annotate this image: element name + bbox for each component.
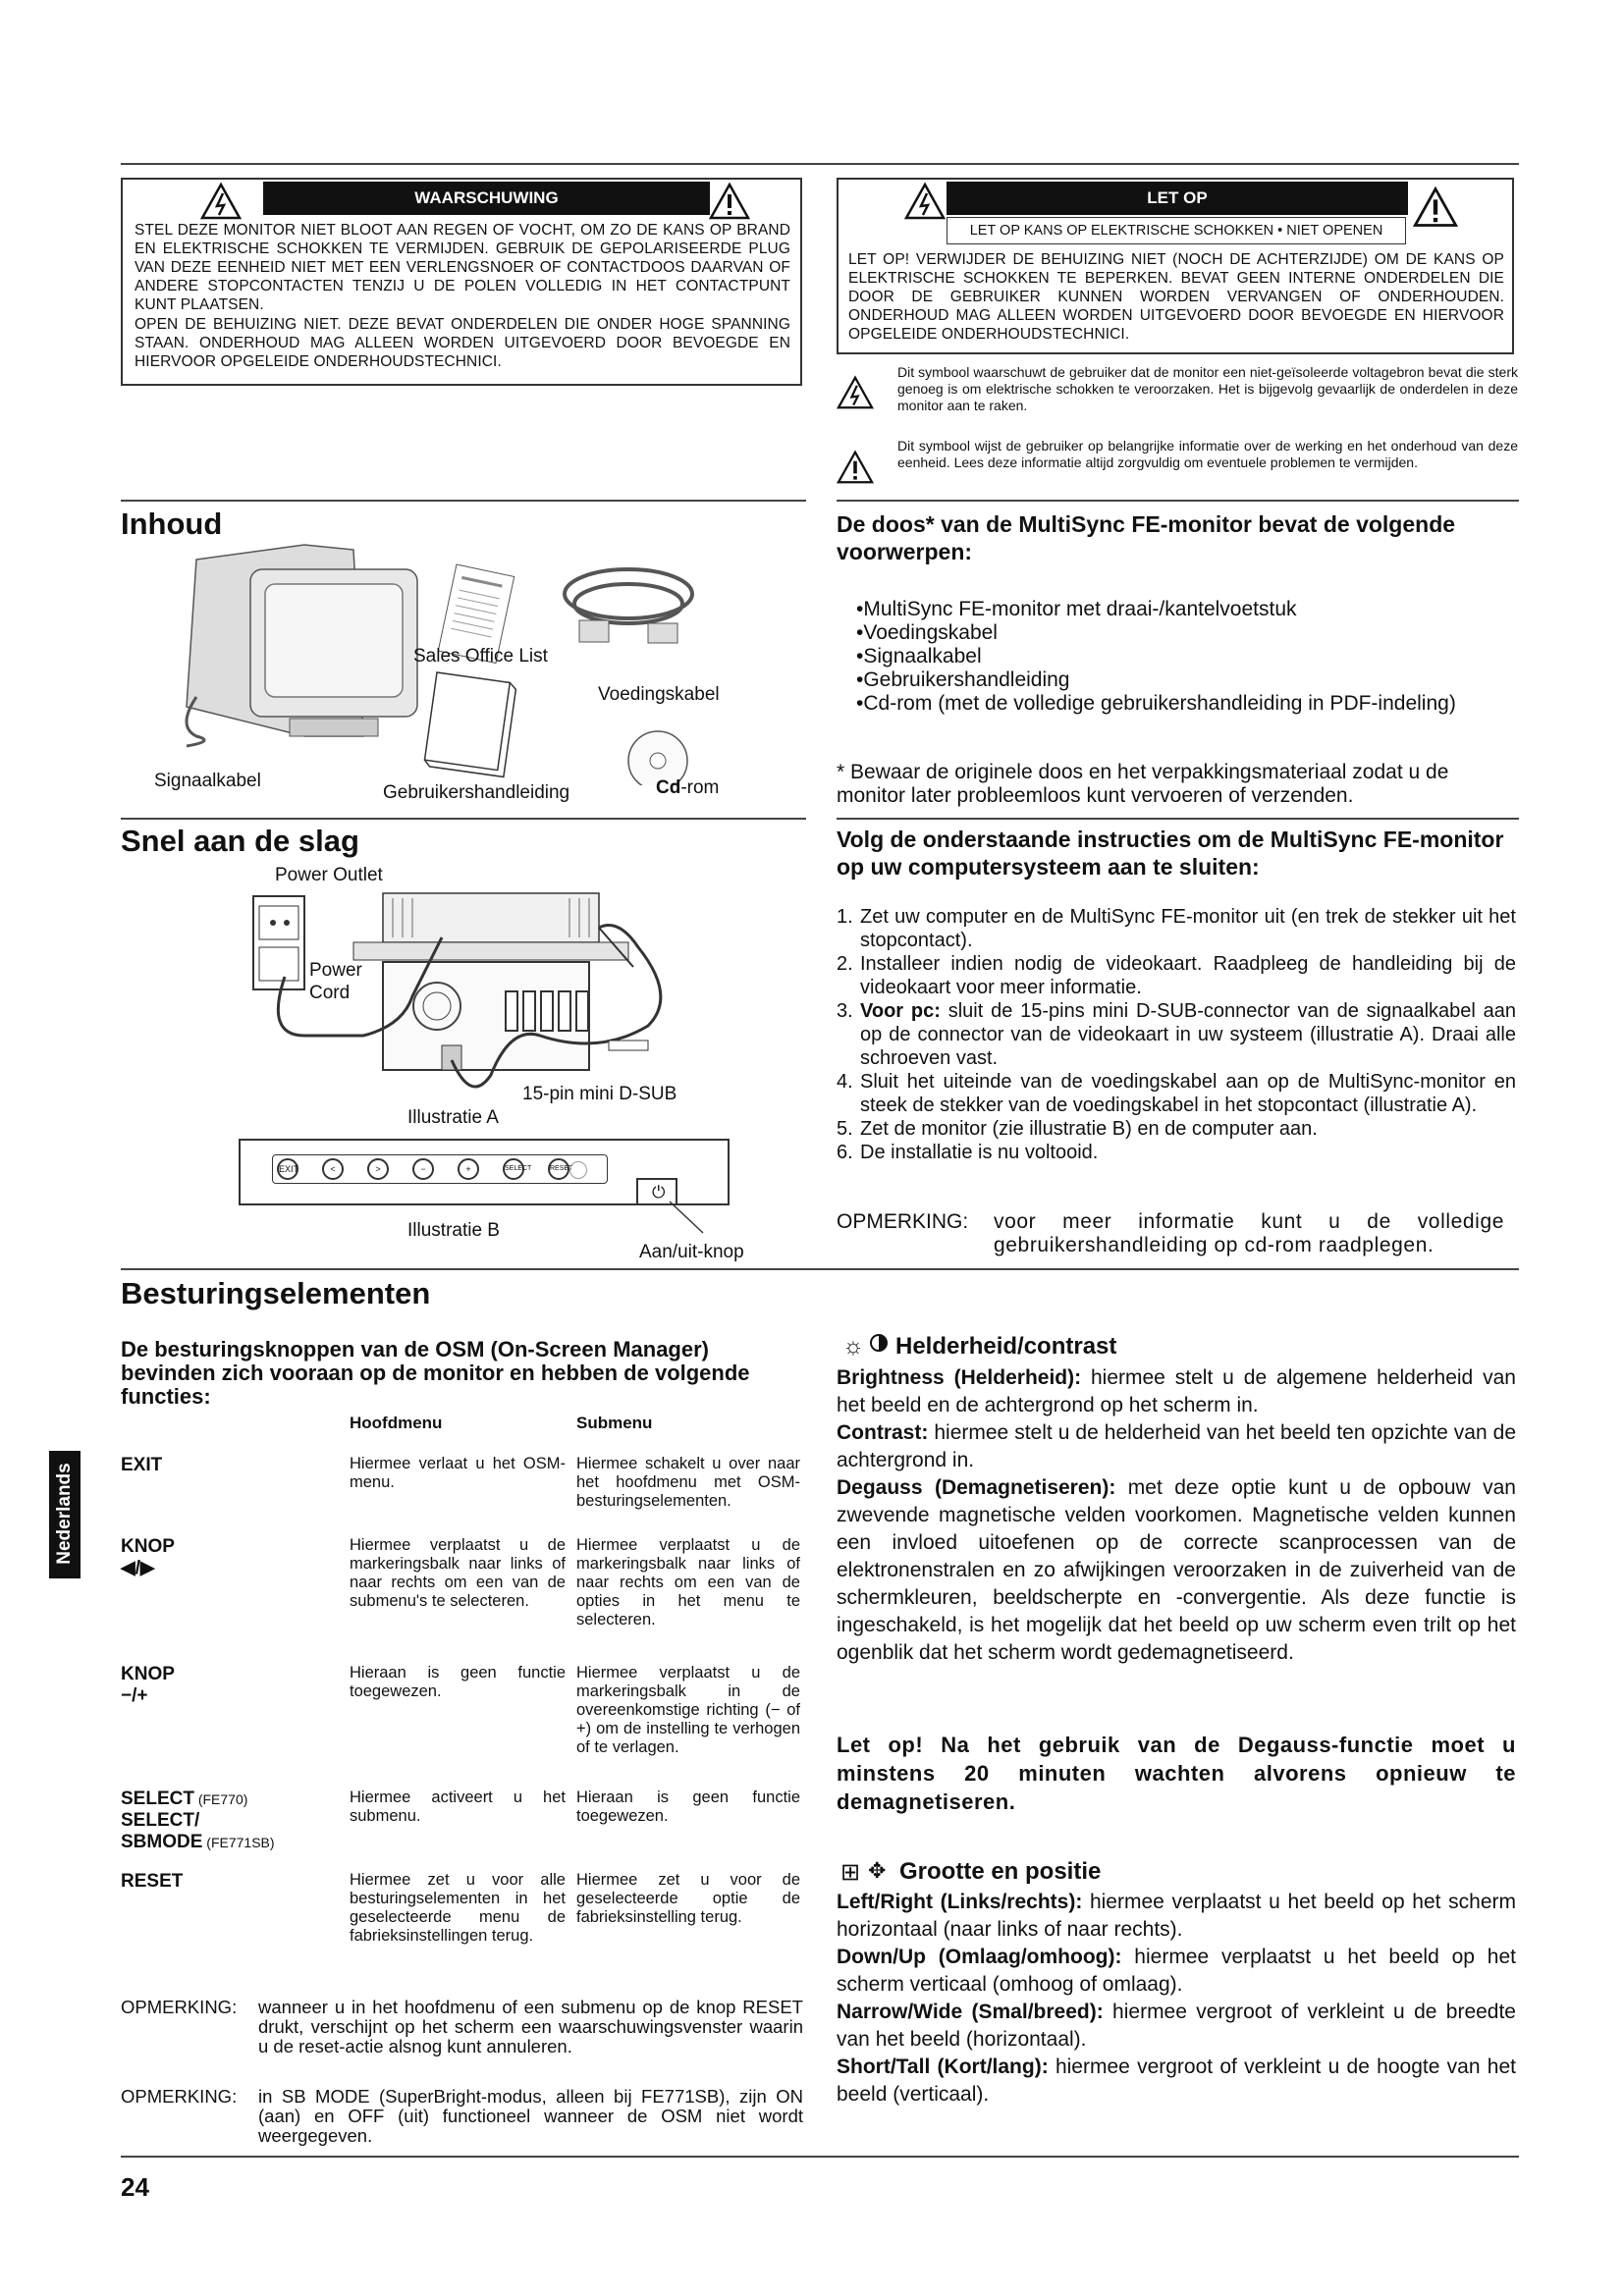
section-rule <box>837 818 1519 820</box>
step-number: 4. <box>837 1071 853 1093</box>
para-text: hiermee stelt u de algemene helderheid van het beeld en de achtergrond op het scherm in. <box>837 1366 1516 1416</box>
label-voedingskabel: Voedingskabel <box>598 684 720 705</box>
step-text: Installeer indien nodig de videokaart. Raadpleeg de handleiding bij de videokaart voor meer informatie. <box>860 953 1516 998</box>
list-item <box>837 999 1516 1070</box>
row-sub: Hieraan is geen functie toegewezen. <box>576 1789 800 1825</box>
label-cdrom-rom: -rom <box>680 777 720 798</box>
row-main: Hiermee zet u voor alle besturingselementen in het geselecteerde menu de fabrieksinstellingen terug. <box>350 1871 566 1945</box>
move-arrows-icon: ✥ <box>868 1858 887 1883</box>
paragraph <box>837 1474 1516 1667</box>
instructions-heading: Volg de onderstaande instructies om de MultiSync FE-monitor op uw computersysteem aan te sluiten: <box>837 827 1504 880</box>
para-bold: Brightness (Helderheid): <box>837 1366 1082 1389</box>
label-cdrom-cd: Cd <box>656 777 681 798</box>
col-header-hoofdmenu: Hoofdmenu <box>350 1414 443 1432</box>
list-item: •Voedingskabel <box>856 621 998 644</box>
list-item <box>837 1141 1516 1164</box>
row-name <box>121 1536 175 1579</box>
page-number: 24 <box>121 2172 149 2202</box>
contrast-icon <box>870 1334 888 1352</box>
warning-triangle-icon <box>199 182 243 221</box>
osm-left-button[interactable]: < <box>322 1158 344 1180</box>
note-text: wanneer u in het hoofdmenu of een submenu op de knop RESET drukt, verschijnt op het scherm een waarschuwingsvenster waarin u de reset-actie alsnog kunt annuleren. <box>258 1997 803 2056</box>
paragraph <box>837 1999 1516 2054</box>
letop-degauss: Let op! Na het gebruik van de Degauss-functie moet u minstens 20 minuten wachten alvorens opnieuw te demagnetiseren. <box>837 1733 1516 1814</box>
para-bold: Contrast: <box>837 1421 929 1444</box>
row-name-1: KNOP <box>121 1664 175 1684</box>
warning-triangle-icon <box>836 450 875 485</box>
row-name-2: SELECT/ <box>121 1810 200 1831</box>
row-name-2: ◀/▶ <box>121 1558 155 1578</box>
osm-reset-button[interactable]: RESET <box>548 1158 569 1180</box>
step-number: 6. <box>837 1142 853 1163</box>
side-tab-label: Nederlands <box>54 1463 75 1565</box>
para-bold: Down/Up (Omlaag/omhoog): <box>837 1946 1122 1968</box>
list-item: •Signaalkabel <box>856 645 982 667</box>
step-number: 2. <box>837 953 853 975</box>
label-sales-office-list: Sales Office List <box>413 646 548 667</box>
row-main: Hiermee activeert u het submenu. <box>350 1789 566 1825</box>
box-contents-list <box>856 598 1504 716</box>
col-header-submenu: Submenu <box>576 1414 653 1432</box>
controls-note-2 <box>121 2087 803 2146</box>
list-item: •MultiSync FE-monitor met draai-/kantelvoetstuk <box>856 598 1297 620</box>
list-item: •Cd-rom (met de volledige gebruikershandleiding in PDF-indeling) <box>856 692 1456 715</box>
section-rule <box>121 1268 1519 1270</box>
step-text: Zet uw computer en de MultiSync FE-monitor uit (en trek de stekker uit het stopcontact). <box>860 906 1516 951</box>
section-heading-inhoud: Inhoud <box>121 507 223 541</box>
list-item <box>837 1070 1516 1117</box>
label-dsub: 15-pin mini D-SUB <box>522 1084 677 1104</box>
row-model: (FE770) <box>193 1791 248 1807</box>
panel-top-line <box>239 1139 730 1141</box>
step-text: Zet de monitor (zie illustratie B) en de computer aan. <box>860 1118 1318 1140</box>
para-text: hiermee vergroot of verkleint u de hoogte van het beeld (verticaal). <box>837 2056 1516 2106</box>
box-contents-heading: De doos* van de MultiSync FE-monitor bevat de volgende voorwerpen: <box>837 511 1456 564</box>
list-item <box>837 905 1516 952</box>
step-text: sluit de 15-pins mini D-SUB-connector van de signaalkabel aan op de connector van de videokaart in uw systeem (illustratie A). Draai alle schroeven vast. <box>860 1000 1516 1069</box>
label-illustratie-a: Illustratie A <box>407 1107 499 1128</box>
row-name-1: KNOP <box>121 1536 175 1557</box>
row-name-2: −/+ <box>121 1685 148 1706</box>
instruction-steps <box>837 905 1516 1164</box>
para-bold: Narrow/Wide (Smal/breed): <box>837 2001 1104 2023</box>
paragraph <box>837 2054 1516 2109</box>
osm-exit-button[interactable]: EXIT <box>277 1158 298 1180</box>
box-footnote: * Bewaar de originele doos en het verpakkingsmateriaal zodat u de monitor later probleemloos kunt vervoeren of verzenden. <box>837 761 1449 807</box>
osm-minus-button[interactable]: − <box>412 1158 434 1180</box>
osm-right-button[interactable]: > <box>367 1158 389 1180</box>
step-text: Sluit het uiteinde van de voedingskabel aan op de MultiSync-monitor en steek de stekker van de voedingskabel in het stopcontact (illustratie A). <box>860 1071 1516 1116</box>
paragraph <box>837 1364 1516 1419</box>
power-icon[interactable]: ⏻ <box>652 1183 666 1201</box>
row-name-3: SBMODE <box>121 1832 203 1852</box>
controls-intro: De besturingsknoppen van de OSM (On-Screen Manager) bevinden zich vooraan op de monitor en hebben de volgende functies: <box>121 1337 750 1409</box>
row-sub: Hiermee zet u voor de geselecteerde optie de fabrieksinstelling terug. <box>576 1871 800 1926</box>
row-name-1: SELECT <box>121 1789 194 1809</box>
row-sub: Hiermee schakelt u over naar het hoofdmenu met OSM-besturingselementen. <box>576 1455 800 1510</box>
label-illustratie-b: Illustratie B <box>407 1220 500 1241</box>
electric-shock-triangle-icon <box>836 375 875 410</box>
footer-rule <box>121 2156 1519 2158</box>
warning-triangle-icon <box>708 182 751 221</box>
size-position-icon: ⊞ <box>840 1859 861 1886</box>
caution-text: LET OP! VERWIJDER DE BEHUIZING NIET (NOCH DE ACHTERZIJDE) OM DE KANS OP ELEKTRISCHE SCHOKKEN TE BEPERKEN. BEVAT GEEN INTERNE ONDERDELEN DIE DOOR DE GEBRUIKER KUNNEN WORDEN VERVANGEN OF ONDERHOUDEN. ONDERHOUD MAG ALLEEN WORDEN UITGEVOERD DOOR BEVOEGDE EN HIERVOOR OPGELEIDE ONDERHOUDSTECHNICI. <box>848 251 1504 343</box>
row-main: Hiermee verplaatst u de markeringsbalk naar links of naar rechts om een van de submenu's te selecteren. <box>350 1536 566 1610</box>
label-gebruikershandleiding: Gebruikershandleiding <box>383 782 570 803</box>
helderheid-paragraphs <box>837 1364 1516 1667</box>
section-rule <box>121 818 806 820</box>
para-bold: Degauss (Demagnetiseren): <box>837 1476 1116 1499</box>
row-name <box>121 1664 175 1707</box>
caution-box-right <box>837 178 1514 354</box>
note-text: in SB MODE (SuperBright-modus, alleen bij FE771SB), zijn ON (aan) en OFF (uit) functioneel wanneer de OSM niet wordt weergegeven. <box>258 2086 803 2146</box>
row-sub: Hiermee verplaatst u de markeringsbalk naar links of naar rechts om een van de opties in het menu te selecteren. <box>576 1536 800 1629</box>
label-cord: Cord <box>309 983 351 1003</box>
paragraph <box>837 1889 1516 1944</box>
paragraph <box>837 1944 1516 1999</box>
section-rule <box>837 500 1519 502</box>
heading-grootte: Grootte en positie <box>899 1858 1102 1885</box>
row-name: EXIT <box>121 1455 163 1475</box>
row-main: Hiermee verlaat u het OSM-menu. <box>350 1455 566 1491</box>
step-text: De installatie is nu voltooid. <box>860 1142 1099 1163</box>
warning-box-left <box>121 178 802 386</box>
para-text: met deze optie kunt u de opbouw van zwevende magnetische velden voorkomen. Magnetische velden kunnen een invloed uitoefenen op de correcte scanprocessen van de elektronenstralen en zo afwijkingen veroorzaken in de zuiverheid van de schermkleuren, beeldscherpte en -convergentie. Als deze functie is ingeschakeld, is het mogelijk dat het beeld op uw scherm even trilt op het ogenblik dat het scherm wordt gedemagnetiseerd. <box>837 1476 1516 1664</box>
list-item <box>837 952 1516 999</box>
para-text: hiermee verplaatst u het beeld op het scherm horizontaal (naar links of naar rechts). <box>837 1891 1516 1941</box>
label-power: Power <box>309 960 362 981</box>
caution-title: LET OP <box>947 182 1408 215</box>
grootte-paragraphs <box>837 1889 1516 2109</box>
heading-helderheid: Helderheid/contrast <box>895 1333 1117 1360</box>
indicator-led <box>569 1161 587 1179</box>
section-heading-besturing: Besturingselementen <box>121 1276 431 1310</box>
list-item <box>837 1117 1516 1141</box>
label-power-outlet: Power Outlet <box>275 865 383 885</box>
row-name <box>121 1789 275 1853</box>
section-rule <box>121 500 806 502</box>
symbol-note-1: Dit symbool waarschuwt de gebruiker dat de monitor een niet-geïsoleerde voltagebron bevat die sterk genoeg is om elektrische schokken te veroorzaken. Het is bijgevolg gevaarlijk de onderdelen in deze monitor aan te raken. <box>897 364 1518 413</box>
label-aan-uit-knop: Aan/uit-knop <box>639 1242 744 1262</box>
para-text: hiermee stelt u de helderheid van het beeld ten opzichte van de achtergrond in. <box>837 1421 1516 1471</box>
warning-text-2: OPEN DE BEHUIZING NIET. DEZE BEVAT ONDERDELEN DIE ONDER HOGE SPANNING STAAN. ONDERHOUD MAG ALLEEN WORDEN UITGEVOERD DOOR BEVOEGDE EN HIERVOOR OPGELEIDE ONDERHOUDSTECHNICI. <box>135 316 790 370</box>
row-model: (FE771SB) <box>202 1835 275 1850</box>
label-signaalkabel: Signaalkabel <box>154 771 261 791</box>
step-number: 3. <box>837 1000 853 1022</box>
osm-select-button[interactable]: SELECT <box>503 1158 524 1180</box>
note-text: voor meer informatie kunt u de volledige gebruikershandleiding op cd-rom raadplegen. <box>994 1210 1504 1256</box>
language-side-tab <box>49 1451 81 1578</box>
caution-subtitle: LET OP KANS OP ELEKTRISCHE SCHOKKEN • NIET OPENEN <box>947 217 1406 244</box>
step-number: 1. <box>837 906 853 928</box>
electric-shock-triangle-icon <box>903 182 947 221</box>
step-number: 5. <box>837 1118 853 1140</box>
top-rule <box>121 163 1519 165</box>
symbol-note-2: Dit symbool wijst de gebruiker op belangrijke informatie over de werking en het onderhoud van deze eenheid. Lees deze informatie altijd zorgvuldig om eventuele problemen te vermijden. <box>897 438 1518 470</box>
controls-note-1 <box>121 1998 803 2056</box>
row-name: RESET <box>121 1871 184 1892</box>
section-heading-snel: Snel aan de slag <box>121 824 359 858</box>
warning-text: STEL DEZE MONITOR NIET BLOOT AAN REGEN OF VOCHT, OM ZO DE KANS OP BRAND EN ELEKTRISCHE SCHOKKEN TE VERMIJDEN. GEBRUIK DE GEPOLARISEERDE PLUG VAN DEZE EENHEID NIET MET EEN VERLENGSNOER OF CONTACTDOOS DAARVAN OF ANDERE STOPCONTACTEN TENZIJ U DE POLEN VOLLEDIG IN HET CONTACTPUNT KUNT PLAATSEN. <box>135 222 790 313</box>
brightness-icon: ☼ <box>842 1333 864 1360</box>
label-cdrom <box>656 777 719 799</box>
note-label: OPMERKING: <box>121 2086 238 2107</box>
warning-title: WAARSCHUWING <box>263 182 710 215</box>
para-bold: Short/Tall (Kort/lang): <box>837 2056 1049 2078</box>
para-text: hiermee vergroot of verkleint u de breedte van het beeld (horizontaal). <box>837 2001 1516 2051</box>
row-main: Hieraan is geen functie toegewezen. <box>350 1664 566 1700</box>
row-sub: Hiermee verplaatst u de markeringsbalk in de overeenkomstige richting (− of +) om de instelling te verhogen of te verlagen. <box>576 1664 800 1756</box>
list-item: •Gebruikershandleiding <box>856 668 1070 691</box>
note-label: OPMERKING: <box>121 1997 238 2017</box>
step-bold: Voor pc: <box>860 1000 941 1022</box>
pointer-line <box>668 1200 707 1235</box>
para-bold: Left/Right (Links/rechts): <box>837 1891 1083 1913</box>
osm-plus-button[interactable]: + <box>458 1158 479 1180</box>
para-text: hiermee verplaatst u het beeld op het scherm verticaal (omhoog of omlaag). <box>837 1946 1516 1996</box>
note-label: OPMERKING: <box>837 1210 969 1233</box>
paragraph <box>837 1419 1516 1474</box>
warning-triangle-icon <box>1412 186 1459 229</box>
